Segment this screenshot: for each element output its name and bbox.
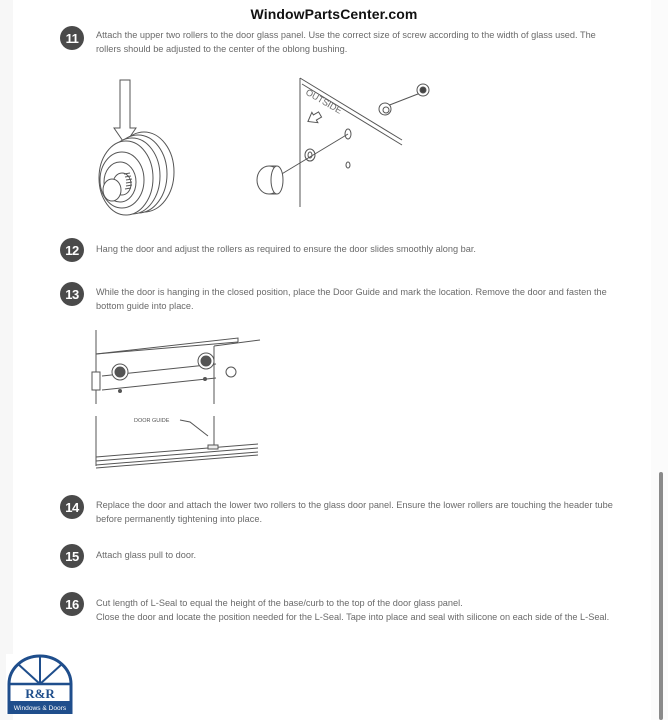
door-guide-illustration <box>88 326 268 476</box>
step-number-badge: 16 <box>60 592 84 616</box>
logo-tagline: Windows & Doors <box>13 705 67 712</box>
instruction-line: Attach glass pull to door. <box>96 550 197 560</box>
step-number-badge: 14 <box>60 495 84 519</box>
step-instructions <box>96 28 616 56</box>
instruction-line: Cut length of L-Seal to equal the height of the base/curb to the top of the door glass panel. <box>96 598 463 608</box>
left-margin <box>0 0 13 720</box>
step-number-badge: 13 <box>60 282 84 306</box>
scrollbar-thumb[interactable] <box>659 472 663 720</box>
step-instructions <box>96 596 616 624</box>
door-guide-label: DOOR GUIDE <box>134 418 170 424</box>
site-title: WindowPartsCenter.com <box>250 6 418 22</box>
instruction-line: Hang the door and adjust the rollers as required to ensure the door slides smoothly along bar. <box>96 244 476 254</box>
rr-windows-doors-logo <box>6 654 74 714</box>
instruction-line: Replace the door and attach the lower two rollers to the glass door panel. Ensure the lower rollers are touching the header tube before permanently tightening into place. <box>96 500 613 524</box>
step-number-badge: 15 <box>60 544 84 568</box>
logo-brand: R&R <box>25 686 55 701</box>
instruction-line: While the door is hanging in the closed position, place the Door Guide and mark the location. Remove the door and fasten the bottom guide into place. <box>96 287 607 311</box>
step-instructions <box>96 242 616 256</box>
glass-panel-illustration <box>245 72 445 212</box>
step-number-badge: 12 <box>60 238 84 262</box>
step-instructions <box>96 548 616 562</box>
step-number-badge: 11 <box>60 26 84 50</box>
instruction-line: Close the door and locate the position needed for the L-Seal. Tape into place and seal with silicone on each side of the L-Seal. <box>96 612 610 622</box>
step-instructions <box>96 498 616 526</box>
roller-illustration <box>92 72 182 222</box>
instruction-line: Attach the upper two rollers to the door glass panel. Use the correct size of screw according to the width of glass used. The rollers should be adjusted to the center of the oblong bushing. <box>96 30 596 54</box>
outside-label: OUTSIDE <box>304 87 344 116</box>
step-instructions <box>96 285 616 313</box>
